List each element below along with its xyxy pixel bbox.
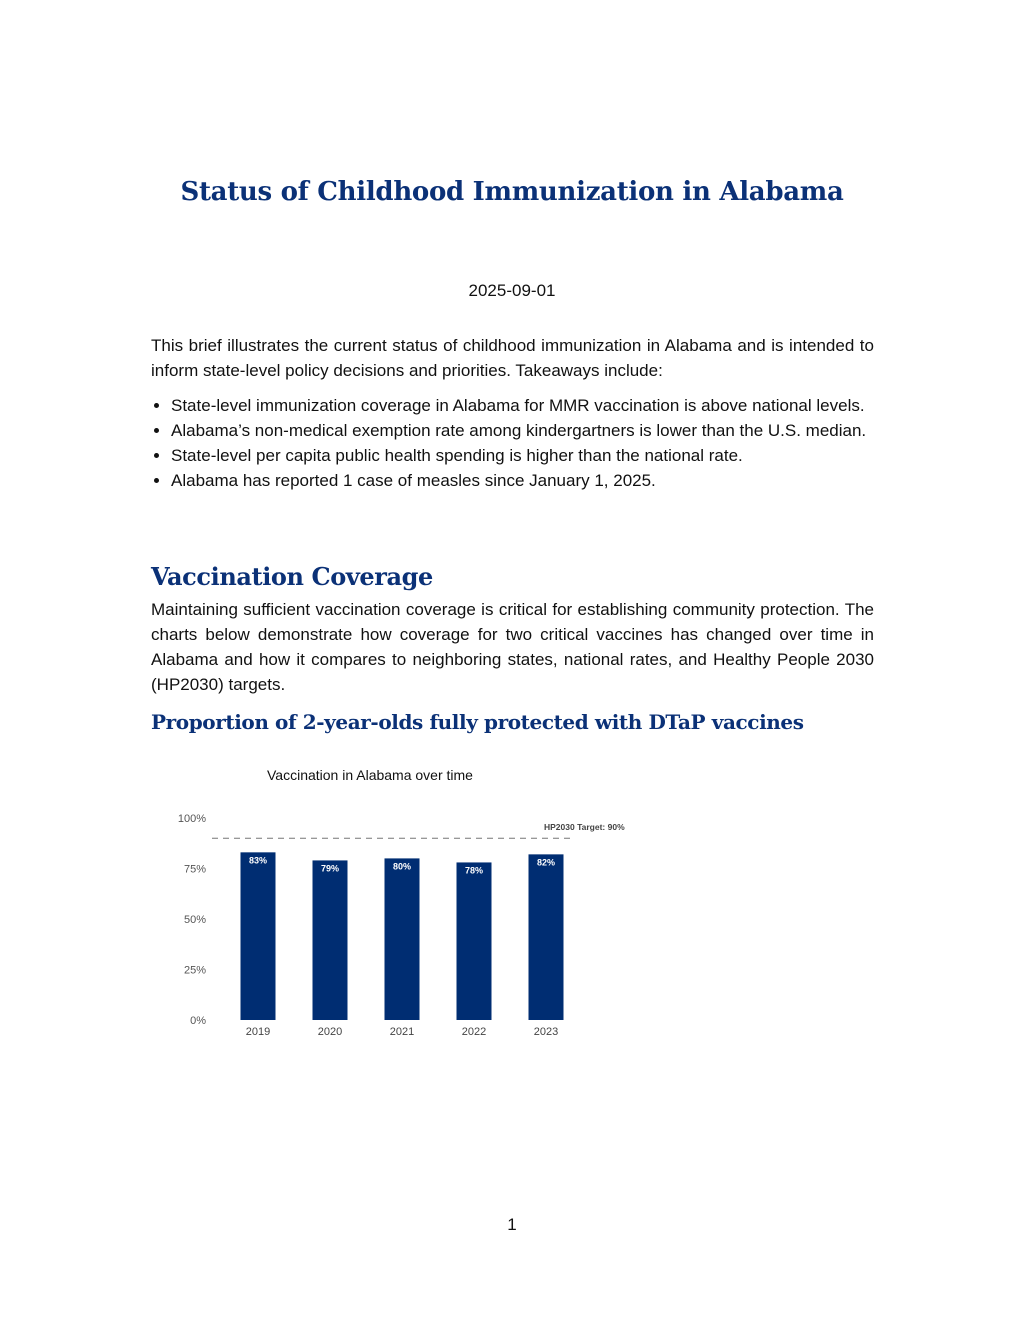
y-tick-label: 50% — [183, 914, 206, 926]
x-tick-label: 2021 — [389, 1026, 415, 1038]
bar-value-label: 78% — [464, 865, 484, 876]
page-title: Status of Childhood Immunization in Alabama — [180, 177, 844, 207]
x-tick-label: 2020 — [317, 1026, 343, 1038]
bar-value-label: 82% — [536, 857, 556, 868]
bar — [457, 862, 492, 1020]
x-tick-label: 2023 — [533, 1026, 559, 1038]
x-tick-label: 2019 — [245, 1026, 271, 1038]
intro-paragraph: This brief illustrates the current status of childhood immunization in Alabama and is intended to inform state-level policy decisions and priorities. Takeaways include: — [151, 336, 874, 380]
bar — [241, 852, 276, 1020]
takeaway-item: • Alabama’s non-medical exemption rate among kindergartners is lower than the U.S. median. — [171, 418, 894, 443]
takeaway-item: • State-level immunization coverage in Alabama for MMR vaccination is above national levels. — [171, 393, 894, 418]
takeaway-item: • State-level per capita public health spending is higher than the national rate. — [171, 443, 894, 468]
bar-value-label: 80% — [392, 861, 412, 872]
takeaways-list — [151, 393, 894, 493]
chart-title: Vaccination in Alabama over time — [267, 767, 473, 783]
bar-value-label: 83% — [248, 855, 268, 866]
takeaway-item: • Alabama has reported 1 case of measles since January 1, 2025. — [171, 468, 894, 493]
bar-value-label: 79% — [320, 863, 340, 874]
section-heading-vaccination-coverage: Vaccination Coverage — [151, 562, 433, 591]
page-number: 1 — [507, 1215, 517, 1234]
bar — [529, 854, 564, 1020]
report-date: 2025-09-01 — [468, 281, 556, 300]
x-tick-label: 2022 — [461, 1026, 487, 1038]
y-tick-label: 0% — [190, 1015, 206, 1027]
subsection-heading-dtap: Proportion of 2-year-olds fully protected with DTaP vaccines — [151, 710, 804, 734]
bar — [385, 858, 420, 1020]
dtap-bar-chart — [160, 800, 660, 1045]
target-reference-label: HP2030 Target: 90% — [544, 822, 625, 833]
y-tick-label: 75% — [183, 863, 206, 876]
coverage-paragraph: Maintaining sufficient vaccination coverage is critical for establishing community protection. The charts below demonstrate how coverage for two critical vaccines has changed over time in Alabama and how it compares to neighboring states, national rates, and Healthy People 2030 (HP2030) targets. — [151, 600, 874, 694]
bar — [313, 860, 348, 1020]
y-tick-label: 25% — [183, 964, 206, 977]
y-tick-label: 100% — [177, 813, 206, 825]
